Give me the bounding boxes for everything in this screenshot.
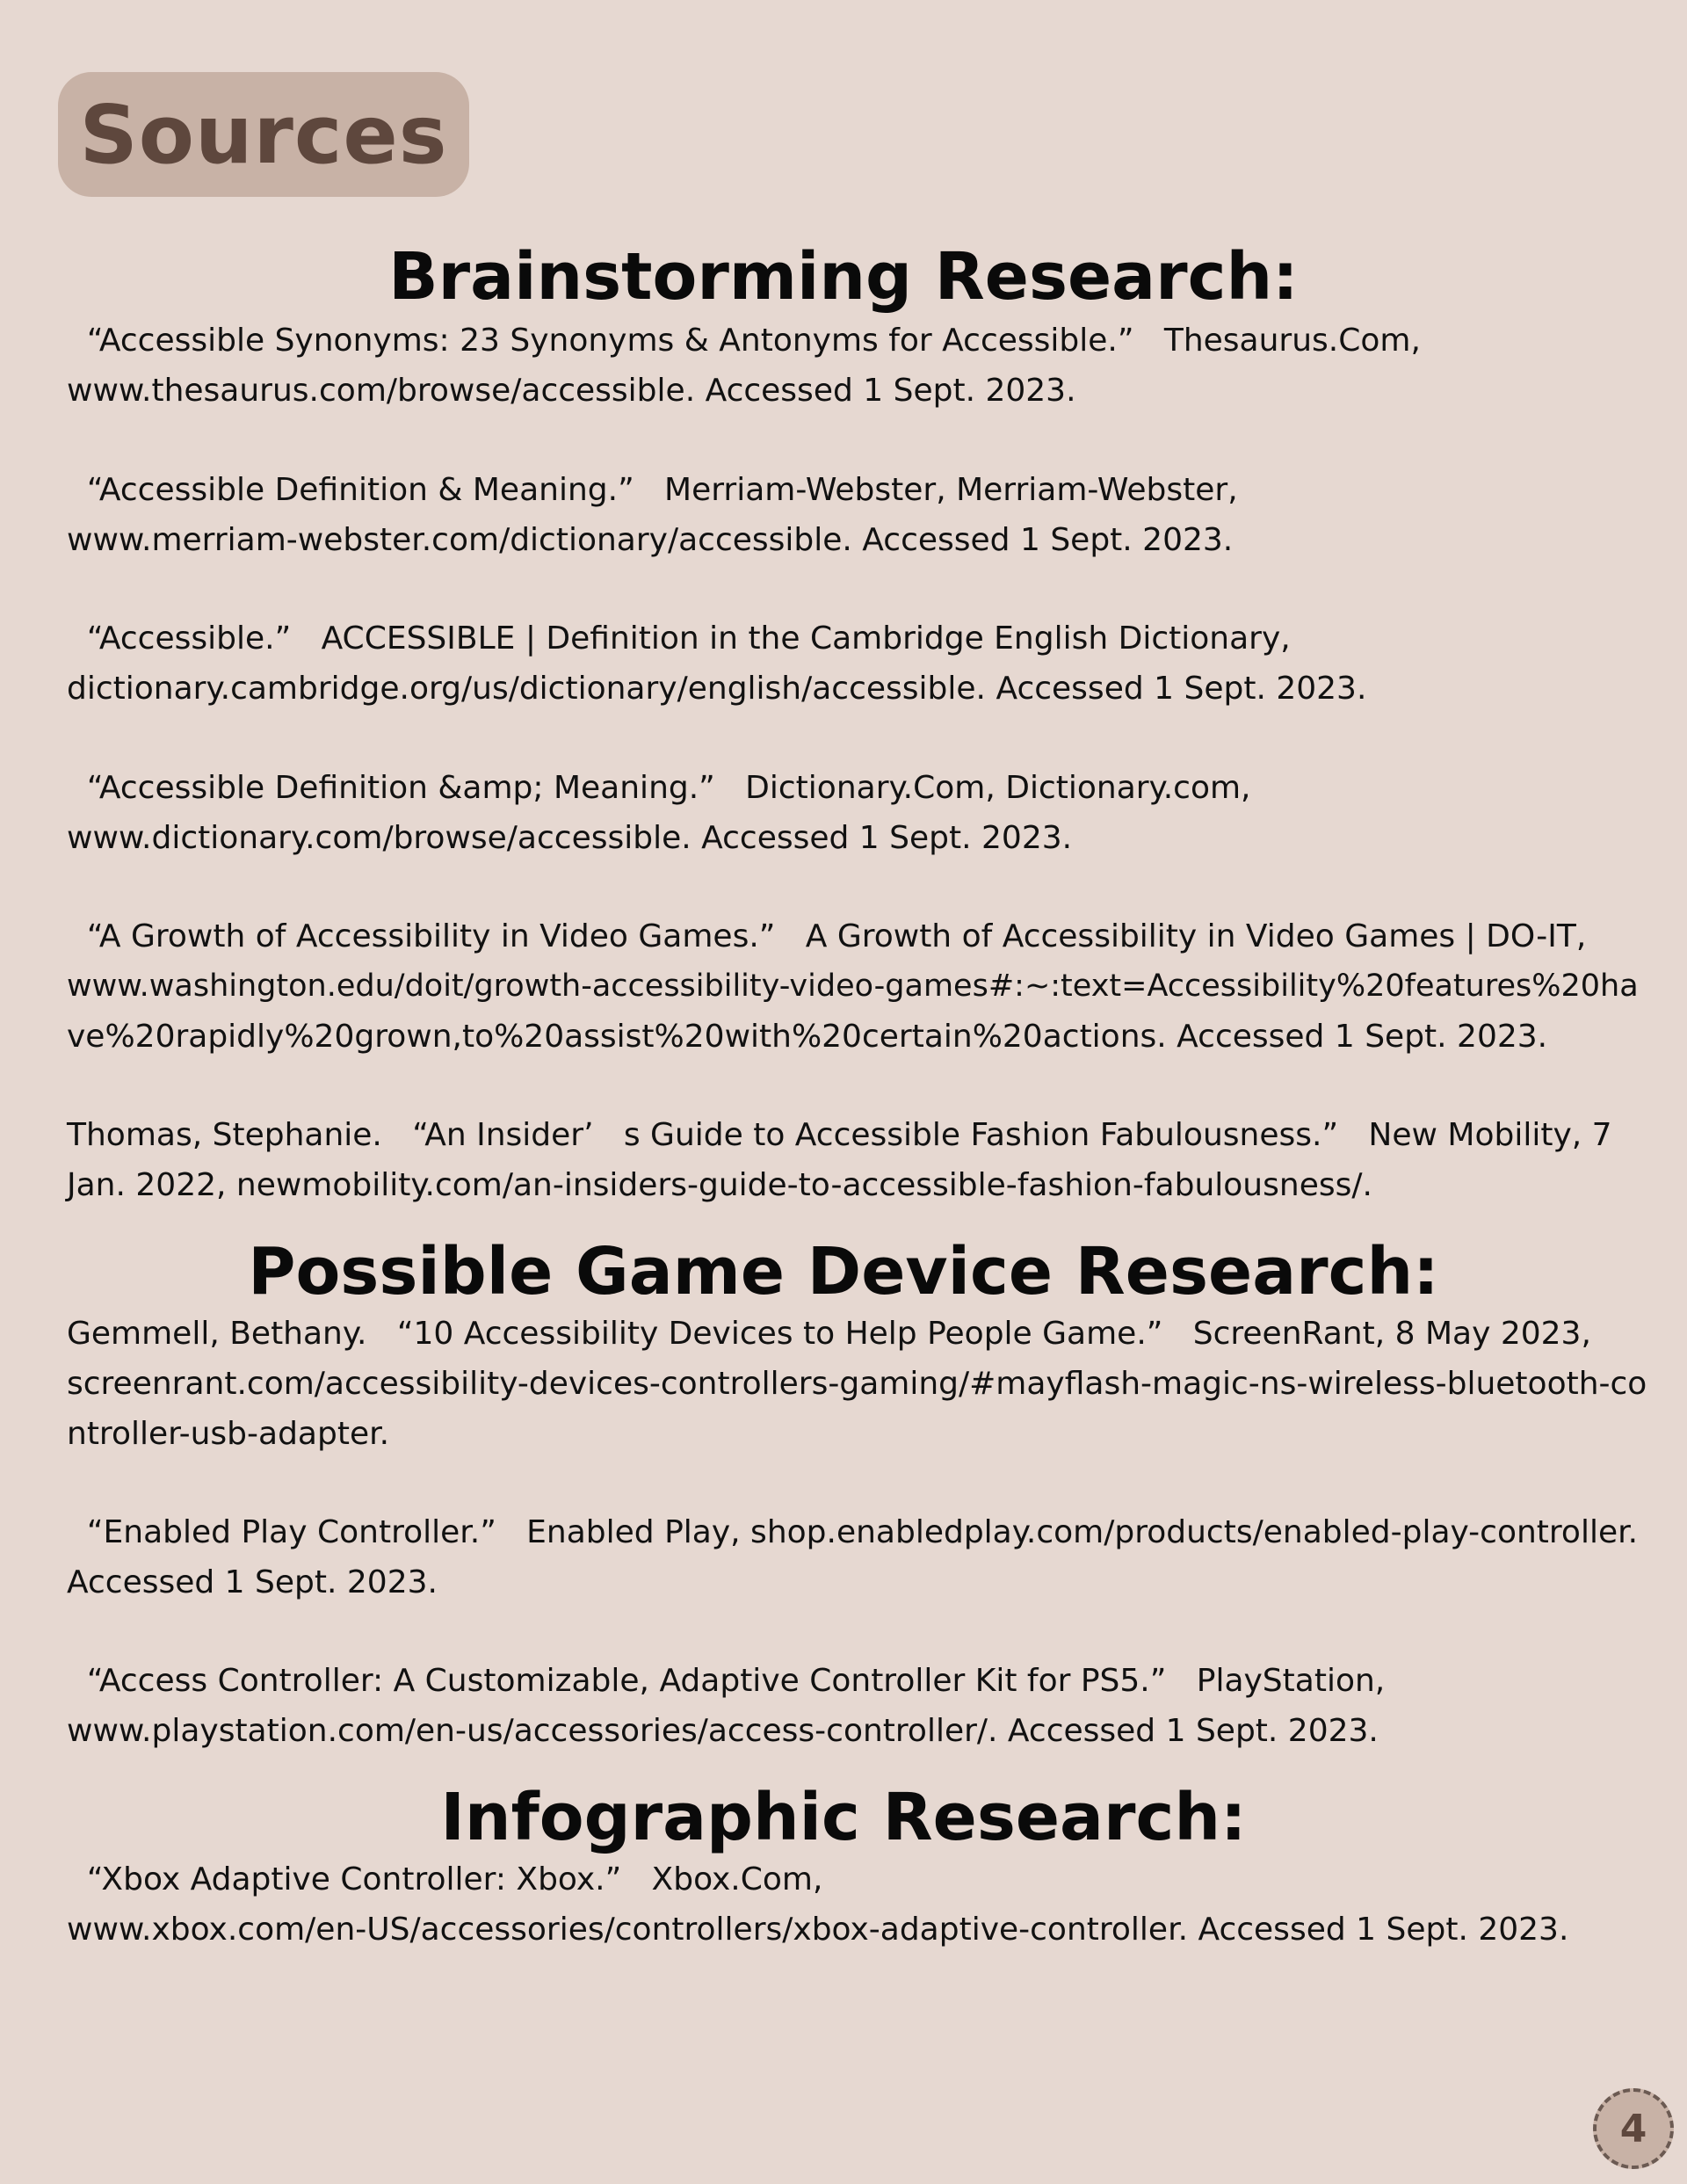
citation-line: www.merriam-webster.com/dictionary/accessible. Accessed 1 Sept. 2023. — [67, 522, 1234, 558]
citation-entry — [67, 465, 1648, 565]
citation-line: Thomas, Stephanie. “An Insider’ s Guide to Accessible Fashion Fabulousness.” New Mobility, 7 — [67, 1117, 1612, 1153]
citation-line: “Access Controller: A Customizable, Adaptive Controller Kit for PS5.” PlayStation, — [67, 1663, 1386, 1699]
page-number: 4 — [1619, 2106, 1647, 2151]
citation-entry — [67, 1656, 1648, 1756]
page-title: Sources — [79, 87, 448, 182]
citation-line: “Enabled Play Controller.” Enabled Play, shop.enabledplay.com/products/enabled-play-controller. — [67, 1514, 1639, 1550]
section-heading-infographic: Infographic Research: — [440, 1780, 1247, 1855]
citation-line: Jan. 2022, newmobility.com/an-insiders-guide-to-accessible-fashion-fabulousness/. — [67, 1167, 1372, 1203]
citation-entry — [67, 1507, 1648, 1607]
citation-line: “Accessible Synonyms: 23 Synonyms & Antonyms for Accessible.” Thesaurus.Com, — [67, 323, 1421, 359]
citation-line: “A Growth of Accessibility in Video Games.” A Growth of Accessibility in Video Games | DO-IT, — [67, 918, 1587, 954]
citation-entry — [67, 1854, 1648, 1955]
citation-line: “Xbox Adaptive Controller: Xbox.” Xbox.Com, — [67, 1861, 823, 1897]
citation-line: ve%20rapidly%20grown,to%20assist%20with%20certain%20actions. Accessed 1 Sept. 2023. — [67, 1019, 1548, 1055]
citation-entry — [67, 911, 1648, 1062]
citation-entry — [67, 1110, 1648, 1210]
citation-line: www.washington.edu/doit/growth-accessibility-video-games#:~:text=Accessibility%20features%20ha — [67, 969, 1639, 1004]
page-number-badge — [1593, 2088, 1674, 2169]
citation-entry — [67, 763, 1648, 863]
citation-line: screenrant.com/accessibility-devices-controllers-gaming/#mayflash-magic-ns-wireless-bluetooth-co — [67, 1366, 1647, 1402]
page-title-badge — [58, 72, 469, 197]
citation-line: www.thesaurus.com/browse/accessible. Accessed 1 Sept. 2023. — [67, 373, 1076, 409]
citation-line: Accessed 1 Sept. 2023. — [67, 1564, 438, 1600]
citation-line: ntroller-usb-adapter. — [67, 1416, 390, 1452]
citation-line: www.dictionary.com/browse/accessible. Accessed 1 Sept. 2023. — [67, 820, 1073, 856]
citation-line: “Accessible Definition & Meaning.” Merriam-Webster, Merriam-Webster, — [67, 472, 1238, 508]
citation-line: Gemmell, Bethany. “10 Accessibility Devices to Help People Game.” ScreenRant, 8 May 2023, — [67, 1316, 1591, 1352]
citation-line: “Accessible.” ACCESSIBLE | Definition in the Cambridge English Dictionary, — [67, 620, 1291, 657]
citation-line: www.xbox.com/en-US/accessories/controllers/xbox-adaptive-controller. Accessed 1 Sept. 2023. — [67, 1912, 1569, 1948]
section-heading-game-device: Possible Game Device Research: — [248, 1234, 1439, 1310]
citation-line: www.playstation.com/en-us/accessories/access-controller/. Accessed 1 Sept. 2023. — [67, 1713, 1379, 1749]
citation-entry — [67, 613, 1648, 714]
citation-line: “Accessible Definition &amp; Meaning.” Dictionary.Com, Dictionary.com, — [67, 770, 1251, 806]
citation-entry — [67, 1309, 1648, 1459]
citation-line: dictionary.cambridge.org/us/dictionary/english/accessible. Accessed 1 Sept. 2023. — [67, 671, 1367, 707]
citation-entry — [67, 316, 1648, 416]
section-heading-brainstorming: Brainstorming Research: — [388, 239, 1299, 315]
